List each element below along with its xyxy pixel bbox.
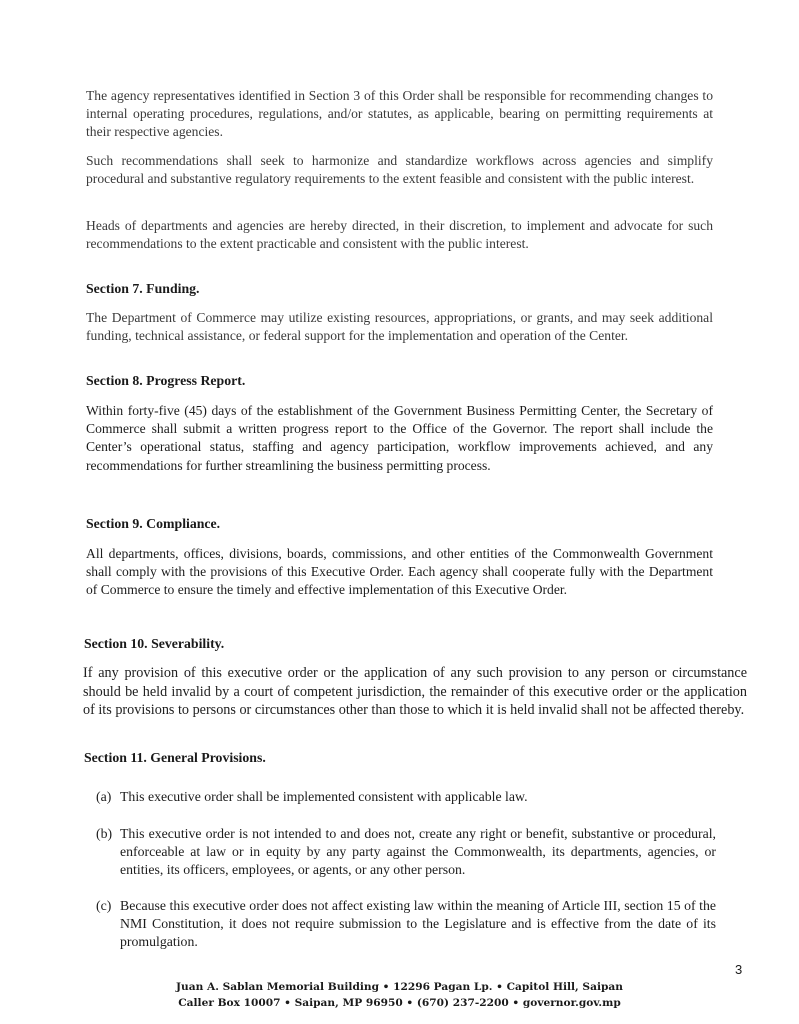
section-8-text: Within forty-five (45) days of the establishment of the Government Business Permitting Center, the Secretary of Commerce shall submit a written progress report to the Office of the Governor. The report shall include the Center’s operational status, staffing and agency participation, workflow improvements achieved, and any recommendations for further streamlining the business permitting process.	[86, 403, 713, 473]
section-9-heading: Section 9. Compliance.	[86, 516, 221, 531]
section-7-heading: Section 7. Funding.	[86, 281, 200, 296]
section-10-heading: Section 10. Severability.	[84, 636, 225, 651]
footer-address-line-2: Caller Box 10007 • Saipan, MP 96950 • (670) 237-2200 • governor.gov.mp	[178, 997, 621, 1009]
page-number: 3	[735, 962, 743, 977]
provision-marker-b: (b)	[96, 826, 113, 841]
paragraph-heads-of-departments: Heads of departments and agencies are hereby directed, in their discretion, to implement and advocate for such recommendations to the extent practicable and consistent with the public interest.	[86, 218, 713, 252]
provision-text-a: This executive order shall be implemented consistent with applicable law.	[120, 789, 528, 804]
provision-text-b: This executive order is not intended to and does not, create any right or benefit, substantive or procedural, enforceable at law or in equity by any party against the Commonwealth, its departments, agencies, or entities, its officers, employees, or agents, or any other person.	[120, 826, 716, 878]
section-11-heading: Section 11. General Provisions.	[84, 750, 266, 765]
provision-item-c	[96, 897, 716, 952]
footer-address-line-1: Juan A. Sablan Memorial Building • 12296 Pagan Lp. • Capitol Hill, Saipan	[176, 981, 623, 993]
provision-item-a	[96, 788, 716, 806]
section-9-text: All departments, offices, divisions, boards, commissions, and other entities of the Commonwealth Government shall comply with the provisions of this Executive Order. Each agency shall cooperate fully with the Department of Commerce to ensure the timely and effective implementation of this Executive Order.	[86, 546, 713, 598]
section-8-heading: Section 8. Progress Report.	[86, 373, 246, 388]
paragraph-agency-representatives: The agency representatives identified in Section 3 of this Order shall be responsible for recommending changes to internal operating procedures, regulations, and/or statutes, as applicable, bearing on permitting requirements at their respective agencies.	[86, 88, 713, 140]
section-10-text: If any provision of this executive order or the application of any such provision to any person or circumstance should be held invalid by a court of competent jurisdiction, the remainder of this executive order or the application of its provisions to persons or circumstances other than those to which it is held invalid shall not be affected thereby.	[83, 665, 747, 719]
paragraph-harmonize-recommendations: Such recommendations shall seek to harmonize and standardize workflows across agencies and simplify procedural and substantive regulatory requirements to the extent feasible and consistent with the public interest.	[86, 153, 713, 187]
provision-text-c: Because this executive order does not affect existing law within the meaning of Article III, section 15 of the NMI Constitution, it does not require submission to the Legislature and is effective from the date of its promulgation.	[120, 898, 716, 950]
section-7-text: The Department of Commerce may utilize existing resources, appropriations, or grants, and may seek additional funding, technical assistance, or federal support for the implementation and operation of the Center.	[86, 310, 713, 344]
provision-item-b	[96, 825, 716, 880]
provision-marker-a: (a)	[96, 789, 112, 804]
provision-marker-c: (c)	[96, 898, 112, 913]
